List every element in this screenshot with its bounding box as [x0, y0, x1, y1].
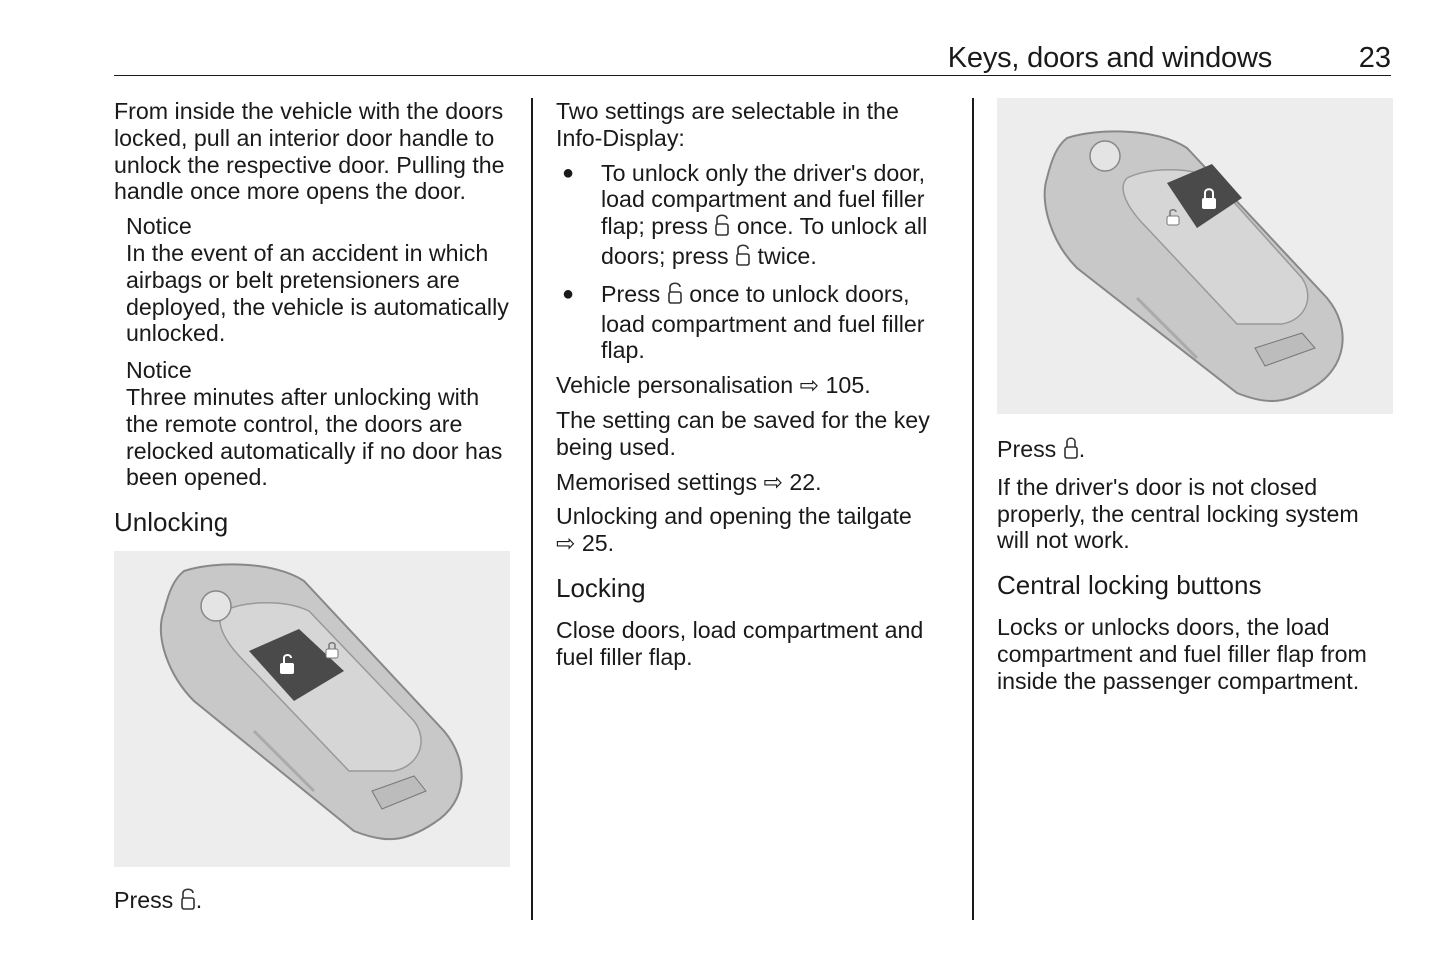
press-lock-caption — [997, 436, 1392, 466]
list-item-text: To unlock only the driver's door, load compartment and fuel filler flap; press — [601, 159, 926, 240]
cross-reference — [556, 469, 951, 496]
caption-end: . — [195, 887, 203, 914]
reference-arrow-icon: ⇨ — [763, 468, 783, 495]
section-heading-unlocking: Unlocking — [114, 507, 229, 538]
notice-box — [126, 357, 514, 491]
list-item — [556, 160, 951, 273]
unlock-icon — [735, 243, 751, 273]
page-header — [114, 38, 1391, 76]
locking-text: Close doors, load compartment and fuel filler flap. — [556, 616, 924, 670]
caption-text: Press — [997, 436, 1057, 462]
column-divider — [531, 98, 533, 920]
reference-text: Vehicle personalisation — [556, 372, 794, 399]
reference-page: 25. — [581, 530, 615, 557]
caption-end: . — [1078, 436, 1086, 462]
key-fob-lock-illustration — [997, 98, 1393, 414]
list-item-text: once to unlock doors, load compartment and fuel filler flap. — [601, 280, 925, 364]
list-item — [556, 281, 951, 364]
intro-paragraph: From inside the vehicle with the doors locked, pull an interior door handle to unlock the respective door. Pulling the handle once more opens the door. — [114, 98, 505, 205]
column-1 — [114, 98, 514, 925]
column-divider — [972, 98, 974, 920]
list-item-text: Press — [601, 280, 661, 307]
notice-text: In the event of an accident in which airbags or belt pretensioners are deployed, the vehicle is automatically unlocked. — [126, 239, 509, 347]
notice-heading: Notice — [126, 213, 192, 240]
unlock-icon — [667, 281, 683, 311]
settings-list — [556, 160, 951, 365]
saved-setting-text: The setting can be saved for the key being used. — [556, 406, 930, 460]
bullet-icon: ● — [562, 161, 575, 184]
cross-reference — [556, 372, 951, 399]
notice-text: Three minutes after unlocking with the remote control, the doors are relocked automatically if no door has been opened. — [126, 383, 503, 491]
list-item-text: twice. — [757, 242, 817, 269]
section-heading-central-locking: Central locking buttons — [997, 570, 1262, 601]
caption-text: Press — [114, 887, 174, 914]
cross-reference — [556, 503, 951, 557]
reference-arrow-icon: ⇨ — [556, 530, 576, 557]
column-2 — [556, 98, 951, 679]
column-3 — [997, 98, 1392, 703]
press-unlock-caption — [114, 887, 514, 917]
section-heading-locking: Locking — [556, 572, 646, 603]
reference-page: 105. — [825, 372, 871, 399]
unlock-icon — [714, 213, 730, 243]
page-number: 23 — [1358, 42, 1391, 74]
door-not-closed-text: If the driver's door is not closed properly, the central locking system will not work. — [997, 473, 1359, 554]
key-fob-unlock-illustration — [114, 551, 510, 867]
section-title: Keys, doors and windows — [947, 42, 1272, 74]
bullet-icon: ● — [562, 282, 575, 305]
lock-icon — [1063, 436, 1079, 466]
reference-page: 22. — [789, 468, 822, 495]
settings-intro: Two settings are selectable in the Info-Display: — [556, 98, 899, 151]
list-item-text: once. To unlock all doors; press — [601, 213, 928, 269]
reference-text: Unlocking and opening the tailgate — [556, 503, 912, 530]
notice-heading: Notice — [126, 357, 192, 384]
reference-text: Memorised settings — [556, 468, 758, 495]
unlock-icon — [180, 887, 196, 917]
notice-box — [126, 213, 514, 347]
central-locking-text: Locks or unlocks doors, the load compartment and fuel filler flap from inside the passenger compartment. — [997, 614, 1367, 694]
reference-arrow-icon: ⇨ — [799, 372, 820, 399]
